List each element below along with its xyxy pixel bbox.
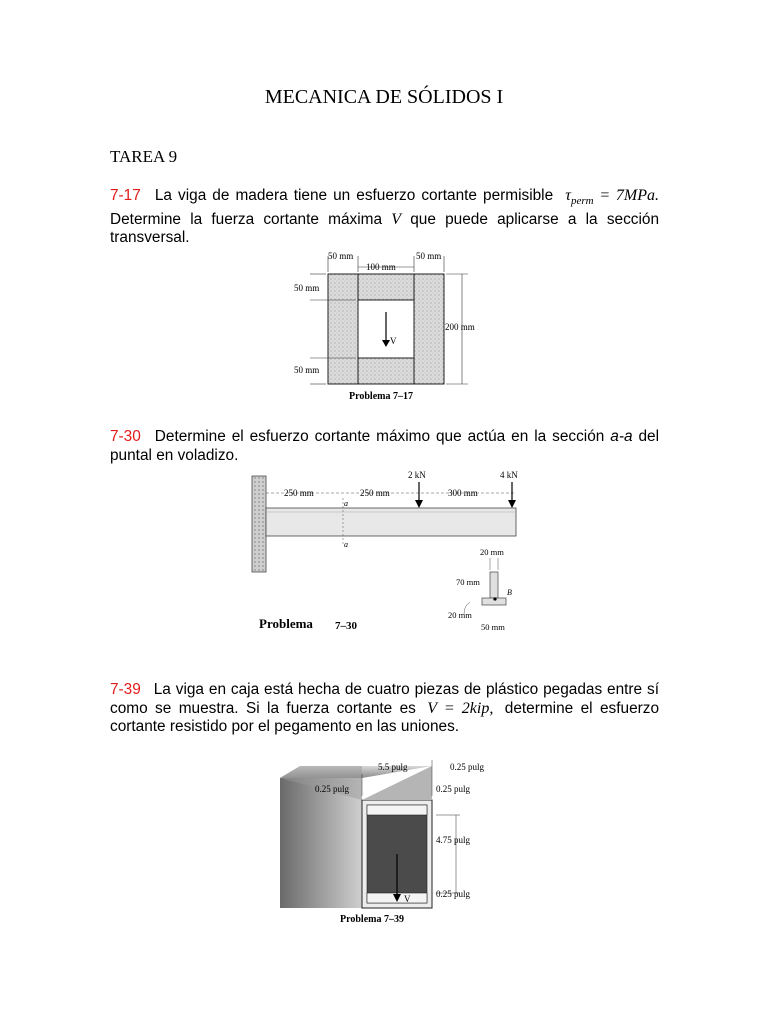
dim-top-width: 5.5 pulg (378, 762, 408, 772)
dim-bottom-thickness: 0.25 pulg (436, 889, 471, 899)
dim-right-thickness: 0.25 pulg (436, 784, 471, 794)
problem-number: 7-39 (110, 681, 141, 698)
dim-top-left: 50 mm (328, 251, 354, 261)
figure-7-39 (270, 756, 510, 928)
shear-value: V = 2kip, (427, 699, 494, 717)
dim-1: 250 mm (284, 488, 314, 498)
section-bottom: a (344, 540, 348, 549)
dim-left-bottom: 50 mm (294, 365, 320, 375)
dim-w-top: 20 mm (480, 547, 504, 557)
dim-left-top: 50 mm (294, 283, 320, 293)
force-label: V (404, 894, 411, 904)
dim-flange-w: 50 mm (481, 622, 505, 632)
dim-top-right: 0.25 pulg (450, 762, 485, 772)
dim-flange-t: 20 mm (448, 610, 472, 620)
figure-caption: Problema 7–39 (340, 914, 404, 925)
dim-h-web: 70 mm (456, 577, 480, 587)
problem-number: 7-30 (110, 428, 141, 445)
figure-7-30 (250, 468, 530, 638)
dim-left-thickness: 0.25 pulg (315, 784, 350, 794)
figure-caption-number: 7–30 (335, 620, 357, 632)
load-1: 2 kN (408, 470, 426, 480)
figure-caption-label: Problema (259, 616, 313, 631)
section-top: a (344, 499, 348, 508)
problem-7-17-text: 7-17 La viga de madera tiene un esfuerzo cortante permisible $\tau_{perm} = 7MPa$. Determine la fuerza cortante máxima V que puede aplicarse a la sección transversal. (110, 187, 659, 247)
page-title: MECANICA DE SÓLIDOS I (264, 86, 504, 108)
force-label: V (390, 336, 397, 346)
figure-7-17 (290, 246, 490, 404)
dim-2: 250 mm (360, 488, 390, 498)
problem-7-39-text: 7-39 La viga en caja está hecha de cuatro piezas de plástico pegadas entre sí como se muestra. Si la fuerza cortante es V = 2kip, determine el esfuerzo cortante resistido por el pegamento en las uniones. (110, 681, 660, 735)
load-2: 4 kN (500, 470, 518, 480)
tau-symbol: τ (565, 187, 571, 204)
dim-right: 200 mm (445, 322, 475, 332)
dim-inner-height: 4.75 pulg (436, 835, 471, 845)
figure-caption: Problema 7–17 (349, 391, 413, 402)
dim-3: 300 mm (448, 488, 478, 498)
dim-top-mid: 100 mm (366, 262, 396, 272)
point-b: B (507, 588, 512, 597)
problem-7-30-text: 7-30 Determine el esfuerzo cortante máximo que actúa en la sección a-a del puntal en voladizo. (110, 428, 660, 464)
dim-top-right: 50 mm (416, 251, 442, 261)
problem-number: 7-17 (110, 187, 141, 204)
assignment-heading: TAREA 9 (110, 147, 178, 166)
